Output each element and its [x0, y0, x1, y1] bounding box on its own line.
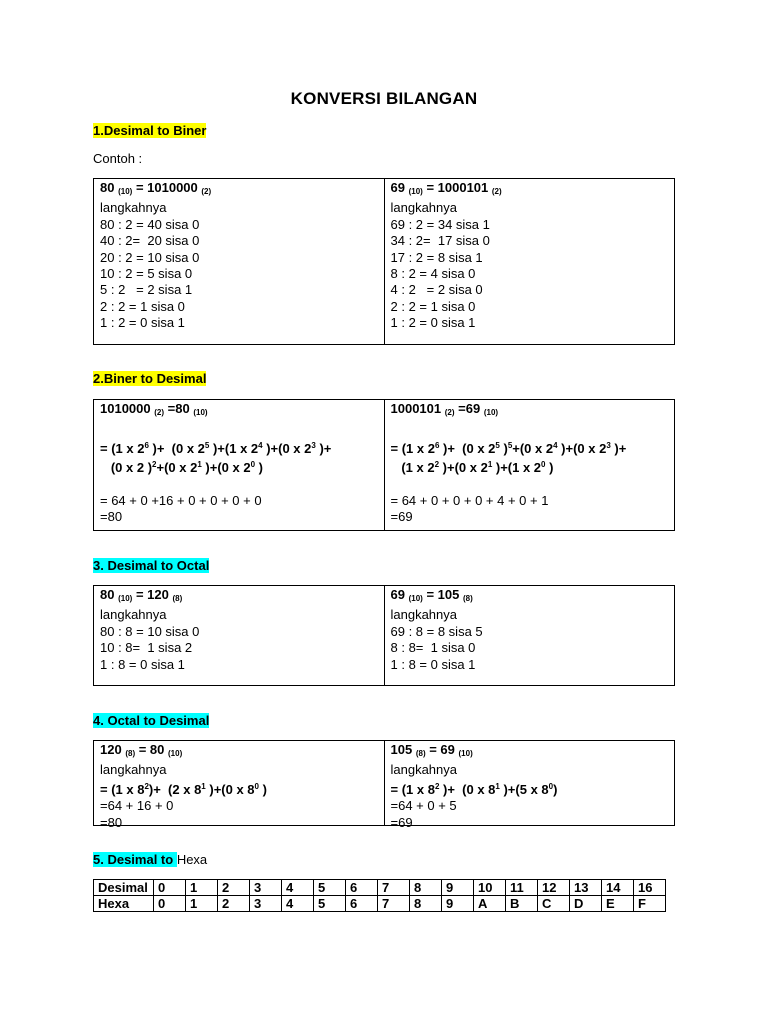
- example-heading: 80 $_{(10)}$ = 1010000 $_{(2)}$: [100, 180, 212, 196]
- example-69-octal-cell: [384, 586, 675, 685]
- section-heading-rest: Hexa: [176, 852, 208, 867]
- desimal-to-octal-box: [93, 585, 675, 686]
- table-cell: 1: [186, 880, 218, 896]
- expansion-line: = (1 x $8^2$ )+ (0 x $8^1$ )+(5 x $8^0$): [390, 781, 558, 797]
- example-heading: 120 $_{(8)}$ = 80 $_{(10)}$: [100, 742, 183, 758]
- table-cell: E: [602, 896, 634, 912]
- result-line: =80: [100, 509, 123, 525]
- step-line: 5 : 2 = 2 sisa 1: [100, 282, 193, 298]
- table-cell: 3: [250, 896, 282, 912]
- biner-to-desimal-box: [93, 399, 675, 531]
- example-heading: 1010000 $_{(2)}$ =80 $_{(10)}$: [100, 401, 208, 417]
- table-cell: D: [570, 896, 602, 912]
- expansion-line: (0 x 2 )$^2$+(0 x $2^1$ )+(0 x $2^0$ ): [100, 460, 263, 476]
- step-line: 80 : 2 = 40 sisa 0: [100, 216, 200, 232]
- step-line: 4 : 2 = 2 sisa 0: [390, 282, 483, 298]
- desimal-to-biner-box: [93, 178, 675, 345]
- steps-label: langkahnya: [390, 200, 457, 216]
- table-cell: 8: [410, 880, 442, 896]
- steps-label: langkahnya: [100, 200, 167, 216]
- table-cell: 10: [474, 880, 506, 896]
- step-line: 80 : 8 = 10 sisa 0: [100, 623, 200, 639]
- table-cell: 7: [378, 896, 410, 912]
- example-1000101-cell: [384, 400, 675, 530]
- table-cell: 8: [410, 896, 442, 912]
- step-line: 1 : 2 = 0 sisa 1: [100, 315, 185, 331]
- table-row-desimal: [94, 880, 666, 896]
- step-line: 20 : 2 = 10 sisa 0: [100, 249, 200, 265]
- table-cell: 6: [346, 896, 378, 912]
- step-line: 1 : 2 = 0 sisa 1: [390, 315, 476, 331]
- example-heading: 1000101 $_{(2)}$ =69 $_{(10)}$: [390, 401, 499, 417]
- table-cell: 7: [378, 880, 410, 896]
- contoh-label: Contoh :: [93, 151, 143, 166]
- expansion-line: = (1 x $2^6$ )+ (0 x $2^5$ )+(1 x $2^4$ )+(0 x $2^3$ )+: [100, 440, 332, 456]
- step-line: 40 : 2= 20 sisa 0: [100, 233, 200, 249]
- result-line: =69: [390, 509, 413, 525]
- table-cell: 0: [154, 896, 186, 912]
- example-heading: 69 $_{(10)}$ = 1000101 $_{(2)}$: [390, 180, 502, 196]
- example-1010000-cell: [94, 400, 384, 530]
- row-label: Hexa: [94, 896, 154, 912]
- step-line: 17 : 2 = 8 sisa 1: [390, 249, 483, 265]
- step-line: 10 : 8= 1 sisa 2: [100, 640, 193, 656]
- section-heading-text: 5. Desimal to: [93, 852, 177, 867]
- example-80-cell: [94, 179, 384, 344]
- section-heading-text: 2.Biner to Desimal: [93, 371, 207, 386]
- hexa-table: [93, 879, 666, 912]
- sum-line: = 64 + 0 +16 + 0 + 0 + 0 + 0: [100, 493, 262, 508]
- step-line: 8 : 8= 1 sisa 0: [390, 640, 476, 656]
- step-line: 69 : 2 = 34 sisa 1: [390, 216, 490, 232]
- sum-line: =64 + 16 + 0: [100, 798, 174, 814]
- steps-label: langkahnya: [100, 607, 167, 623]
- section-heading-text: 4. Octal to Desimal: [93, 713, 210, 728]
- table-cell: 2: [218, 896, 250, 912]
- example-69-cell: [384, 179, 675, 344]
- table-row-hexa: [94, 896, 666, 912]
- table-cell: A: [474, 896, 506, 912]
- step-line: 1 : 8 = 0 sisa 1: [100, 656, 185, 672]
- table-cell: 3: [250, 880, 282, 896]
- expansion-line: = (1 x $2^6$ )+ (0 x $2^5$ )$^5$+(0 x $2^4$ )+(0 x $2^3$ )+: [390, 440, 627, 456]
- expansion-line: (1 x $2^2$ )+(0 x $2^1$ )+(1 x $2^0$ ): [390, 460, 554, 476]
- table-cell: F: [634, 896, 666, 912]
- section-heading-octal-to-desimal: [93, 713, 209, 729]
- step-line: 8 : 2 = 4 sisa 0: [390, 266, 476, 282]
- section-heading-desimal-to-octal: [93, 558, 209, 574]
- example-120-cell: [94, 741, 384, 830]
- steps-label: langkahnya: [390, 607, 457, 623]
- example-80-octal-cell: [94, 586, 384, 685]
- table-cell: 5: [314, 880, 346, 896]
- table-cell: 5: [314, 896, 346, 912]
- example-heading: 69 $_{(10)}$ = 105 $_{(8)}$: [390, 587, 473, 603]
- table-cell: 0: [154, 880, 186, 896]
- octal-to-desimal-box: [93, 740, 675, 830]
- table-cell: 9: [442, 880, 474, 896]
- table-cell: C: [538, 896, 570, 912]
- table-cell: 16: [634, 880, 666, 896]
- example-105-cell: [384, 741, 675, 830]
- section-heading-desimal-to-hexa: [93, 852, 207, 868]
- table-cell: 4: [282, 896, 314, 912]
- example-heading: 105 $_{(8)}$ = 69 $_{(10)}$: [390, 742, 473, 758]
- step-line: 10 : 2 = 5 sisa 0: [100, 266, 193, 282]
- sum-line: = 64 + 0 + 0 + 0 + 4 + 0 + 1: [390, 493, 549, 508]
- table-cell: 11: [506, 880, 538, 896]
- table-cell: 1: [186, 896, 218, 912]
- table-cell: 4: [282, 880, 314, 896]
- table-cell: 9: [442, 896, 474, 912]
- result-line: =80: [100, 814, 123, 830]
- table-cell: 2: [218, 880, 250, 896]
- step-line: 2 : 2 = 1 sisa 0: [390, 298, 476, 314]
- step-line: 69 : 8 = 8 sisa 5: [390, 623, 483, 639]
- section-heading-biner-to-desimal: [93, 371, 206, 387]
- table-cell: B: [506, 896, 538, 912]
- section-heading-text: 1.Desimal to Biner: [93, 123, 207, 138]
- table-cell: 6: [346, 880, 378, 896]
- example-heading: 80 $_{(10)}$ = 120 $_{(8)}$: [100, 587, 183, 603]
- steps-label: langkahnya: [100, 762, 167, 778]
- step-line: 2 : 2 = 1 sisa 0: [100, 298, 185, 314]
- row-label: Desimal: [94, 880, 154, 896]
- section-heading-desimal-to-biner: [93, 123, 206, 139]
- result-line: =69: [390, 814, 413, 830]
- document-title: KONVERSI BILANGAN: [290, 89, 478, 108]
- table-cell: 13: [570, 880, 602, 896]
- expansion-line: = (1 x $8^2)+ (2$ x $8^1$ )+(0 x $8^0$ ): [100, 781, 267, 797]
- step-line: 1 : 8 = 0 sisa 1: [390, 656, 476, 672]
- table-cell: 14: [602, 880, 634, 896]
- table-cell: 12: [538, 880, 570, 896]
- step-line: 34 : 2= 17 sisa 0: [390, 233, 490, 249]
- sum-line: =64 + 0 + 5: [390, 798, 457, 814]
- steps-label: langkahnya: [390, 762, 457, 778]
- section-heading-text: 3. Desimal to Octal: [93, 558, 210, 573]
